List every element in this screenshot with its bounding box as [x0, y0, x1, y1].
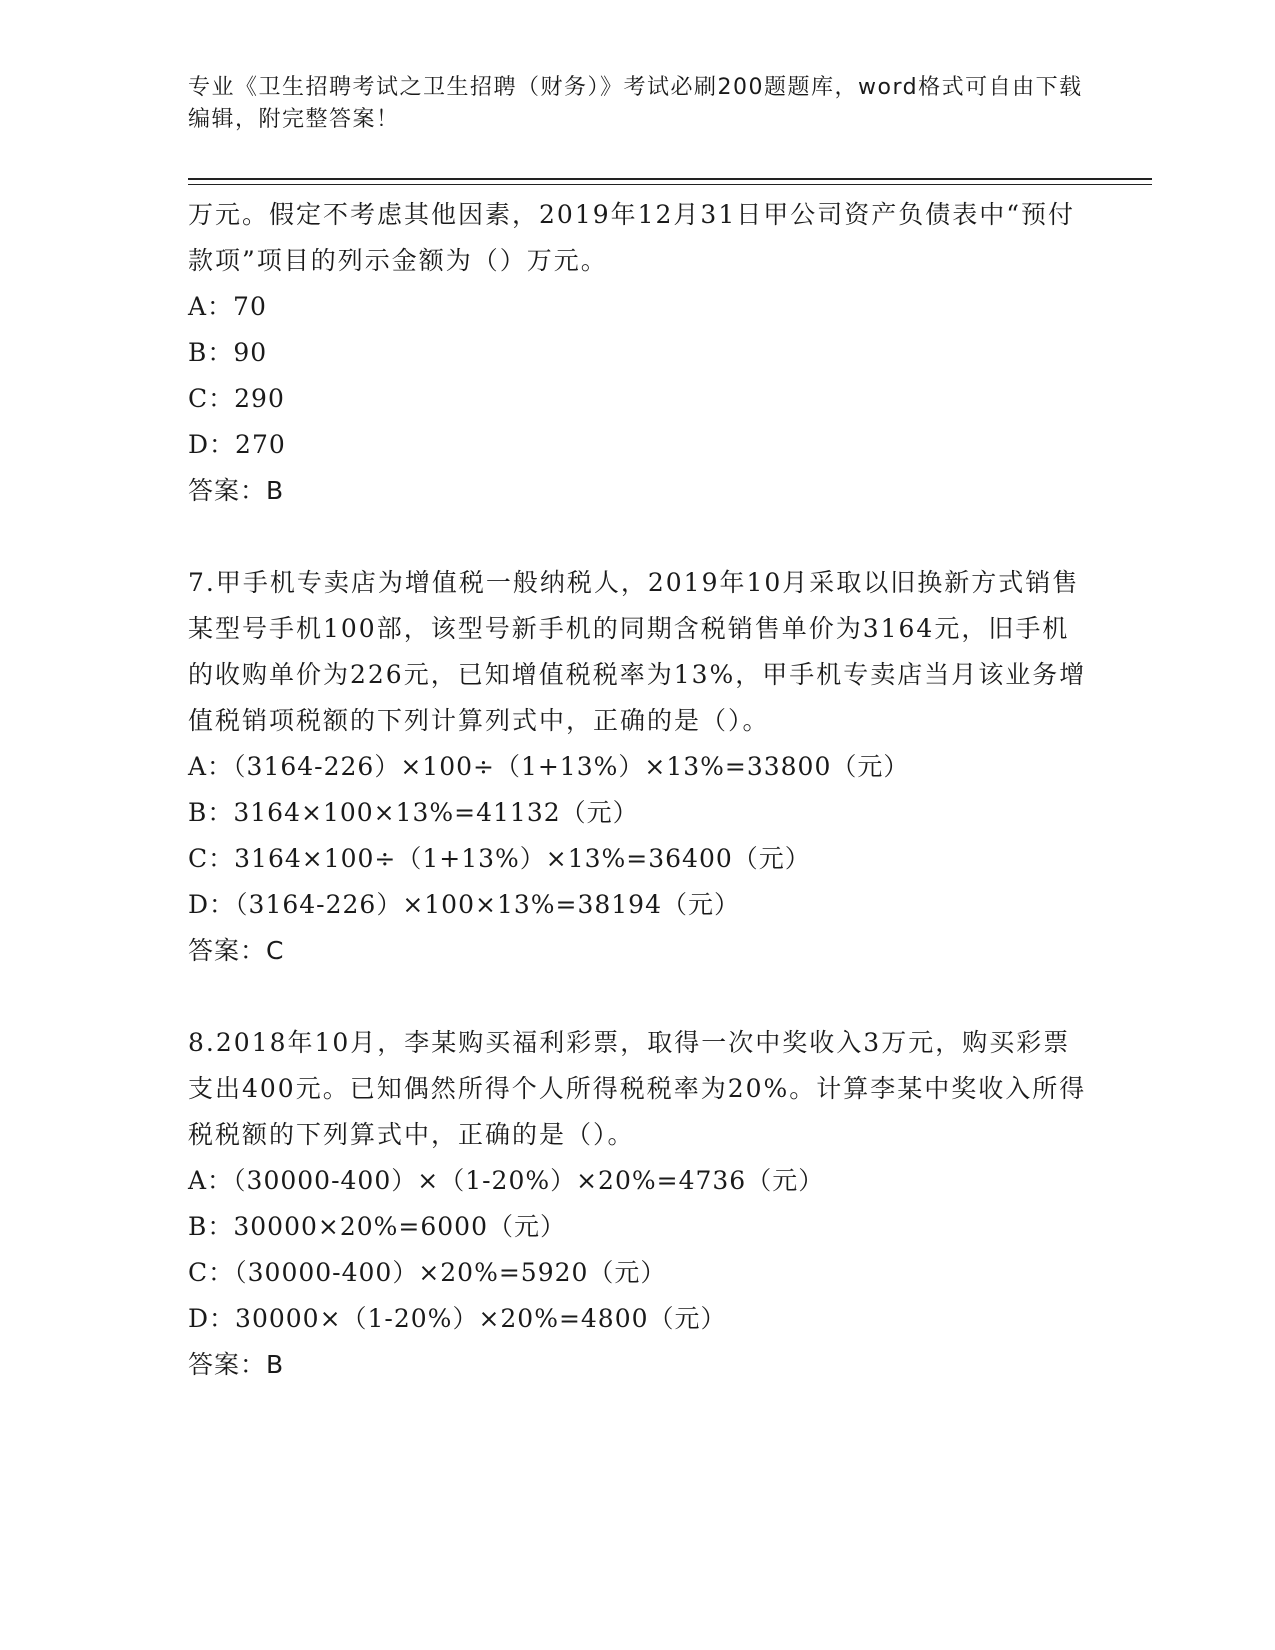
question-stem: 万元。假定不考虑其他因素，2019年12月31日甲公司资产负债表中“预付款项”项目的列示金额为（）万元。	[188, 200, 1076, 275]
question-stem: 7.甲手机专卖店为增值税一般纳税人，2019年10月采取以旧换新方式销售某型号手机100部，该型号新手机的同期含税销售单价为3164元，旧手机的收购单价为226元，已知增值税税率为13%，甲手机专卖店当月该业务增值税销项税额的下列计算列式中，正确的是（）。	[188, 568, 1087, 735]
question-block-8	[188, 1020, 1088, 1388]
option-c: C：290	[188, 384, 285, 413]
option-c: C：（30000-400）×20%=5920（元）	[188, 1258, 667, 1287]
option-d: D：270	[188, 430, 286, 459]
option-c: C：3164×100÷（1+13%）×13%=36400（元）	[188, 844, 811, 873]
option-b: B：90	[188, 338, 268, 367]
option-b: B：3164×100×13%=41132（元）	[188, 798, 639, 827]
spacer	[188, 514, 1088, 560]
document-body	[188, 192, 1088, 1388]
option-d: D：30000×（1-20%）×20%=4800（元）	[188, 1304, 727, 1333]
spacer	[188, 974, 1088, 1020]
question-block-6	[188, 192, 1088, 514]
option-b: B：30000×20%=6000（元）	[188, 1212, 566, 1241]
question-stem: 8.2018年10月，李某购买福利彩票，取得一次中奖收入3万元，购买彩票支出400元。已知偶然所得个人所得税税率为20%。计算李某中奖收入所得税税额的下列算式中，正确的是（）。	[188, 1028, 1087, 1149]
header-divider-thick	[188, 178, 1152, 180]
answer-line: 答案：B	[188, 1350, 285, 1379]
answer-line: 答案：B	[188, 476, 285, 505]
question-block-7	[188, 560, 1088, 974]
option-a: A：（3164-226）×100÷（1+13%）×13%=33800（元）	[188, 752, 910, 781]
option-a: A：70	[188, 292, 267, 321]
option-a: A：（30000-400）×（1-20%）×20%=4736（元）	[188, 1166, 825, 1195]
option-d: D：（3164-226）×100×13%=38194（元）	[188, 890, 740, 919]
answer-line: 答案：C	[188, 936, 285, 965]
header-divider-thin	[188, 184, 1152, 185]
page-header: 专业《卫生招聘考试之卫生招聘（财务）》考试必刷200题题库，word格式可自由下载编辑，附完整答案！	[188, 75, 1083, 132]
